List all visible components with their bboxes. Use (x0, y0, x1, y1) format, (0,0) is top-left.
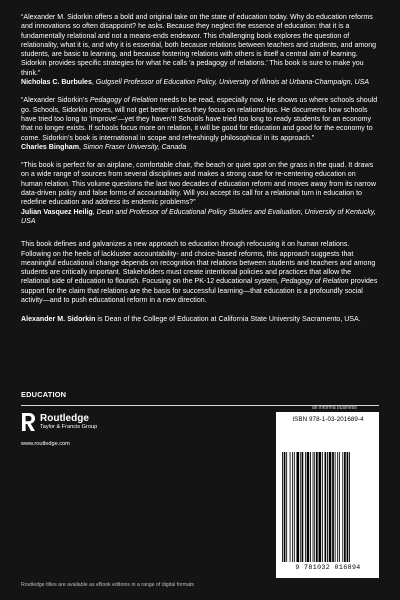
barcode-bar (337, 452, 338, 562)
author-bio-text (21, 315, 378, 324)
book-title: Pedagogy of Relation (89, 97, 158, 105)
endorser-name: Julian Vasquez Heilig (21, 208, 93, 216)
barcode-bar (325, 452, 327, 562)
endorsement-burbules (21, 13, 378, 87)
barcode-bar (296, 452, 299, 562)
publisher-logo (21, 412, 97, 432)
barcode-bar (307, 452, 310, 562)
barcode-bar (286, 452, 287, 562)
endorsement-quote (21, 96, 378, 142)
isbn-text: ISBN 978-1-03-201689-4 (292, 416, 364, 423)
endorsement-heilig (21, 161, 378, 226)
barcode-bar (290, 452, 291, 562)
endorsement-attribution: Julian Vasquez Heilig, Dean and Professor of Educational Policy Studies and Evaluation, University of Kentucky, USA (21, 208, 376, 225)
description-part: provides support for the claim that relations are the basis for successful learning—that education is a profoundly social activity—and to push educational reform in a new direction. (21, 278, 378, 305)
barcode-panel (276, 412, 379, 578)
endorser-affiliation: Simon Fraser University, Canada (82, 143, 187, 151)
imprint-tag: an informa business (312, 405, 357, 411)
author-bio-body: is Dean of the College of Education at California State University Sacramento, USA. (95, 316, 361, 324)
barcode-bar (282, 452, 283, 562)
routledge-logo-icon (21, 412, 36, 432)
barcode-bar (305, 452, 306, 562)
barcode-digits: 9 781032 016894 (295, 564, 361, 571)
barcode-bar (347, 452, 349, 562)
barcode-image (282, 452, 373, 562)
barcode-bar (344, 452, 346, 562)
barcode-bar (327, 452, 328, 562)
publisher-group: Taylor & Francis Group (40, 424, 98, 430)
barcode-bar (329, 452, 332, 562)
barcode-bar (313, 452, 314, 562)
barcode-bar (316, 452, 318, 562)
barcode-bar (294, 452, 295, 562)
barcode-bar (292, 452, 293, 562)
author-name: Alexander M. Sidorkin (21, 316, 96, 324)
publisher-name-block (40, 413, 97, 431)
endorsement-attribution: Charles Bingham, Simon Fraser University, Canada (21, 143, 187, 151)
back-cover-text (21, 13, 378, 334)
endorsement-quote: “This book is perfect for an airplane, comfortable chair, the beach or quiet spot on the grass in the quad. It draws on a wide range of sources from several disciplines and makes a strong case for re-centering education on human relation. This volume questions the last two decades of education reform and moves away from its narrow data-driven policy and false forms of accountability. Will you accept its call for a relational turn in education to redefine education and address its endemic problems?” (21, 162, 376, 207)
barcode-bar (302, 452, 304, 562)
endorser-name: Charles Bingham (21, 143, 79, 151)
barcode-bar (335, 452, 336, 562)
endorser-affiliation: Gutgsell Professor of Education Policy, University of Illinois at Urbana-Champaign, USA (95, 79, 370, 87)
endorsement-attribution: Nicholas C. Burbules, Gutgsell Professor of Education Policy, University of Illinois at Urbana-Champaign, USA (21, 79, 370, 87)
endorser-affiliation: Dean and Professor of Educational Policy Studies and Evaluation, University of Kentucky, USA (21, 208, 376, 225)
book-description (21, 240, 378, 305)
publisher-name: Routledge (40, 413, 89, 424)
barcode-bar (284, 452, 286, 562)
barcode-bar (314, 452, 315, 562)
subject-category: EDUCATION (21, 390, 67, 399)
barcode-bar (339, 452, 340, 562)
endorser-name: Nicholas C. Burbules (21, 79, 92, 87)
quote-text: “Alexander Sidorkin’s (21, 97, 90, 105)
publisher-website: www.routledge.com (21, 441, 70, 447)
barcode-bar (342, 452, 343, 562)
barcode-bar (349, 452, 350, 562)
ebook-note: Routledge titles are available as eBook editions in a range of digital formats (21, 582, 195, 588)
quote-text: needs to be read, especially now. He shows us where schools should go. Schools, Sidorkin proves, will not get better unless they focus on relationships. He documents how schools have tried too long to ‘improve’—yet they haven’t! Schools have tried too long to ready students for an economy that no longer exists. If schools focus more on relation, it will be good for education and good for the economy to come. Sidorkin’s book is international in scope and refreshingly philosophical in its approach.” (21, 97, 378, 142)
barcode-bar (300, 452, 301, 562)
description-text (21, 240, 378, 305)
author-bio (21, 315, 378, 324)
description-part: This book defines and galvanizes a new approach to education through refocusing it on human relations. Following on the heels of lackluster accountability- and choice-based reforms, this approach suggests that meaningful educational change depends on recognition that relations between students and teachers and among students are critically important. Stakeholders must create intentional policies and practices that allow the relational side of education to flourish. Focusing on the PK-12 educational system, (21, 241, 376, 286)
book-title: Pedagogy of Relation (280, 278, 349, 286)
barcode-bar (319, 452, 322, 562)
endorsement-quote: “Alexander M. Sidorkin offers a bold and original take on the state of education today. Why do education reforms and innovations so often disappoint? he asks. Because they neglect the essence of education: that it is a fundamentally relational and not a means-ends endeavor. This challenging book explores the question of relationality, what it is, and why it is essential, both because relations between teachers and students, and among students, are basic to learning, and because fostering relations with others is itself a central aim of learning. Sidorkin provides specific strategies for what he calls ‘a pedagogy of relations.’ This book is sure to make you think.” (21, 14, 377, 77)
endorsement-bingham (21, 96, 378, 152)
barcode-bar (332, 452, 334, 562)
barcode-bar (310, 452, 311, 562)
barcode-bar (322, 452, 323, 562)
